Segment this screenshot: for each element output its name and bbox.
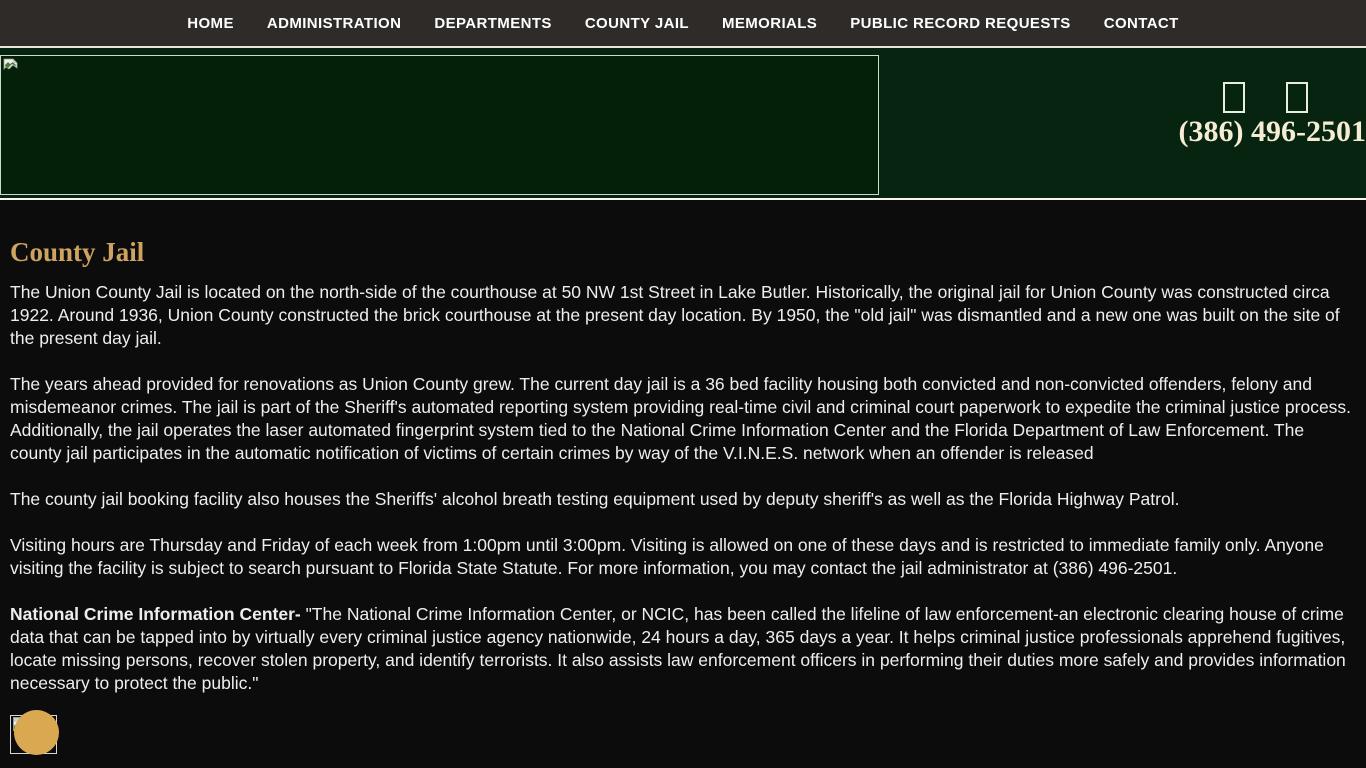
body-paragraph-ncic — [10, 603, 1356, 695]
ncic-bold-lead: National Crime Information Center- — [10, 604, 301, 624]
site-header — [0, 48, 1366, 200]
nav-item-home[interactable]: HOME — [187, 14, 234, 32]
nav-item-memorials[interactable]: MEMORIALS — [721, 14, 818, 32]
nav-item-departments[interactable]: DEPARTMENTS — [434, 14, 552, 32]
body-paragraph-booking: The county jail booking facility also houses the Sheriffs' alcohol breath testing equipment used by deputy sheriff's as well as the Florida Highway Patrol. — [10, 489, 1180, 509]
widget-gold-circle[interactable] — [14, 710, 59, 755]
body-paragraph-facility: The years ahead provided for renovations as Union County grew. The current day jail is a 36 bed facility housing both convicted and non-convicted offenders, felony and misdemeanor crimes. The jail is part of the Sheriff's automated reporting system providing real-time civil and criminal court paperwork to expedite the criminal justice process. Additionally, the jail operates the laser automated fingerprint system tied to the National Crime Information Center and the Florida Department of Law Enforcement. The county jail participates in the automatic notification of victims of certain crimes by way of the V.I.N.E.S. network when an offender is released — [10, 374, 1352, 463]
body-paragraph-history: The Union County Jail is located on the north-side of the courthouse at 50 NW 1st Street in Lake Butler. Historically, the original jail for Union County was constructed circa 1922. Around 1936, Union County constructed the brick courthouse at the present day location. By 1950, the "old jail" was dismantled and a new one was built on the site of the present day jail. — [10, 282, 1340, 348]
nav-item-contact[interactable]: CONTACT — [1103, 14, 1179, 32]
social-icon-2-missing-glyph[interactable] — [1286, 82, 1308, 113]
broken-image-icon — [3, 58, 18, 74]
ncic-quote-text: "The National Crime Information Center, or NCIC, has been called the lifeline of law enforcement-an electronic clearing house of crime data that can be tapped into by virtually every criminal justice agency nationwide, 24 hours a day, 365 days a year. It helps criminal justice professionals apprehend fugitives, locate missing persons, recover stolen property, and identify terrorists. It also assists law enforcement officers in performing their duties more safely and provides information necessary to protect the public." — [10, 604, 1346, 693]
nav-item-administration[interactable]: ADMINISTRATION — [266, 14, 402, 32]
main-navigation — [0, 0, 1366, 48]
main-content — [0, 200, 1366, 695]
logo-image-broken[interactable] — [0, 55, 879, 195]
nav-item-public-record-requests[interactable]: PUBLIC RECORD REQUESTS — [850, 14, 1071, 32]
accessibility-widget-button[interactable] — [10, 713, 57, 754]
social-icon-1-missing-glyph[interactable] — [1223, 82, 1245, 113]
body-paragraph-visiting: Visiting hours are Thursday and Friday of each week from 1:00pm until 3:00pm. Visiting is allowed on one of these days and is restricted to immediate family only. Anyone visiting the facility is subject to search pursuant to Florida State Statute. For more information, you may contact the jail administrator at (386) 496-2501. — [10, 535, 1324, 578]
page-title: County Jail — [10, 237, 145, 267]
phone-number: (386) 496-2501 — [1178, 115, 1366, 148]
nav-item-county-jail[interactable]: COUNTY JAIL — [584, 14, 689, 32]
